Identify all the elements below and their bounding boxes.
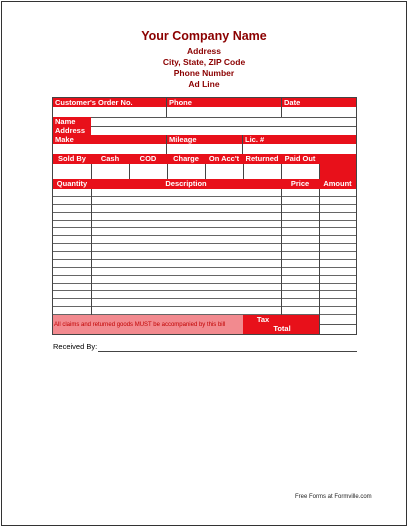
phone-field[interactable] <box>167 107 281 117</box>
mileage-field[interactable] <box>167 144 242 154</box>
table-row[interactable] <box>53 307 356 315</box>
make-label: Make <box>55 135 74 144</box>
total-label: Total <box>273 324 291 333</box>
lic-field[interactable] <box>243 144 356 154</box>
footer-credit: Free Forms at Formville.com <box>295 494 372 500</box>
company-name: Your Company Name <box>141 29 267 43</box>
cod-label: COD <box>139 154 157 163</box>
items-table-body[interactable] <box>53 189 356 315</box>
order-no-label: Customer's Order No. <box>55 98 133 107</box>
company-phone: Phone Number <box>173 68 235 78</box>
company-ad-line: Ad Line <box>188 79 220 89</box>
tax-amount-field[interactable] <box>320 315 356 324</box>
table-row[interactable] <box>53 252 356 260</box>
table-row[interactable] <box>53 189 356 197</box>
table-row[interactable] <box>53 244 356 252</box>
lic-label: Lic. # <box>245 135 265 144</box>
table-row[interactable] <box>53 268 356 276</box>
price-header: Price <box>290 179 310 188</box>
returned-label: Returned <box>245 154 279 163</box>
received-by-label: Received By: <box>53 342 98 351</box>
company-address: Address <box>186 46 221 56</box>
company-city-state-zip: City, State, ZIP Code <box>162 57 246 67</box>
charge-label: Charge <box>173 154 199 163</box>
make-field[interactable] <box>53 144 166 154</box>
table-row[interactable] <box>53 260 356 268</box>
address-field[interactable] <box>91 127 356 135</box>
received-by-line[interactable] <box>98 351 357 352</box>
table-row[interactable] <box>53 291 356 299</box>
table-row[interactable] <box>53 205 356 213</box>
table-row[interactable] <box>53 197 356 205</box>
address-label: Address <box>55 126 86 135</box>
payment-row-fields[interactable] <box>53 164 319 179</box>
mileage-label: Mileage <box>169 135 197 144</box>
table-row[interactable] <box>53 284 356 292</box>
sold-by-label: Sold By <box>58 154 86 163</box>
table-row[interactable] <box>53 221 356 229</box>
paid-out-block <box>319 154 356 179</box>
total-amount-field[interactable] <box>320 325 356 334</box>
on-account-label: On Acc't <box>208 154 240 163</box>
amount-header: Amount <box>323 179 352 188</box>
claims-note: All claims and returned goods MUST be accompanied by this bill <box>54 322 226 328</box>
paid-out-label: Paid Out <box>284 154 316 163</box>
invoice-page <box>1 1 407 526</box>
name-label: Name <box>55 117 76 126</box>
table-row[interactable] <box>53 228 356 236</box>
table-row[interactable] <box>53 299 356 307</box>
table-row[interactable] <box>53 276 356 284</box>
date-field[interactable] <box>282 107 356 117</box>
quantity-header: Quantity <box>56 179 88 188</box>
table-row[interactable] <box>53 213 356 221</box>
name-field[interactable] <box>91 117 356 126</box>
order-no-field[interactable] <box>53 107 166 117</box>
date-label: Date <box>284 98 301 107</box>
phone-label: Phone <box>169 98 192 107</box>
description-header: Description <box>165 179 207 188</box>
table-row[interactable] <box>53 236 356 244</box>
tax-label: Tax <box>256 315 270 324</box>
cash-label: Cash <box>100 154 120 163</box>
vehicle-row-bar <box>53 135 356 144</box>
